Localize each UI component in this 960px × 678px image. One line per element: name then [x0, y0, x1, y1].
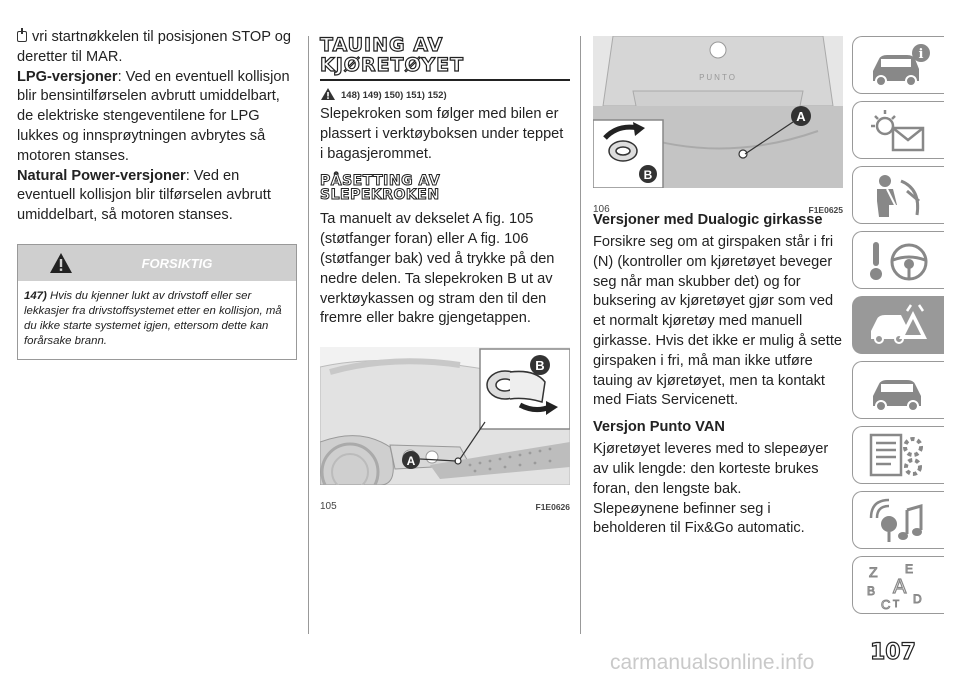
safety-icon — [867, 171, 931, 221]
warning-lights-icon — [867, 106, 931, 156]
front-bumper-illustration — [320, 347, 570, 485]
tab-multimedia[interactable] — [852, 491, 944, 549]
towhook-instructions: Ta manuelt av dekselet A fig. 105 (støtfanger foran) eller A fig. 106 (støtfanger bak) ved å trykke på den nedre delen. Ta slepekroken B ut av verktøykassen og stram den til den fremre eller bakre gjengetappen. — [320, 211, 555, 327]
chapter-tabs — [852, 36, 944, 621]
section-heading: TAUING AV KJØRETØYET — [320, 35, 570, 81]
tab-in-an-emergency[interactable] — [852, 296, 944, 354]
subsection-heading: PÅSETTING AV SLEPEKROKEN — [320, 173, 441, 204]
tab-vehicle-info[interactable] — [852, 36, 944, 94]
van-heading: Versjon Punto VAN — [593, 419, 725, 436]
svg-text:Z: Z — [869, 564, 878, 580]
van-text-2: Slepeøynene befinner seg i beholderen til Fix&Go automatic. — [593, 500, 805, 537]
lpg-paragraph: LPG-versjoner: Ved en eventuell kollisjon blir bensintilførselen avbrutt umiddelbart, de elektriske stengeventilene for LPG lukkes og innsprøytningen avbrytes så motoren stanses. — [17, 68, 290, 164]
warning-title: FORSIKTIG — [141, 255, 213, 271]
svg-text:B: B — [867, 584, 876, 598]
column-left — [17, 28, 297, 360]
index-icon — [867, 561, 931, 611]
tab-starting-driving[interactable] — [852, 231, 944, 289]
tab-warning-lights[interactable] — [852, 101, 944, 159]
svg-text:A: A — [796, 109, 806, 124]
natural-power-paragraph: Natural Power-versjoner: Ved en eventuell kollisjon blir tilførselen avbrutt umiddelbart, så motoren stanses. — [17, 167, 271, 224]
technical-data-icon — [867, 431, 931, 481]
svg-text:PUNTO: PUNTO — [699, 73, 737, 82]
svg-text:B: B — [535, 358, 545, 374]
rear-bumper-illustration — [593, 36, 843, 188]
warning-ref: 147) — [24, 289, 47, 302]
column-right — [593, 36, 843, 539]
svg-text:i: i — [918, 47, 924, 62]
column-divider — [580, 36, 581, 634]
lpg-label: LPG-versjoner — [17, 68, 118, 85]
watermark: carmanualsonline.info — [610, 651, 815, 674]
svg-text:E: E — [905, 562, 914, 576]
towhook-location-text: Slepekroken som følger med bilen er plassert i verktøyboksen under teppet i bagasjerommet. — [320, 106, 564, 162]
svg-text:B: B — [643, 168, 653, 182]
multimedia-icon — [867, 496, 931, 546]
tab-safety[interactable] — [852, 166, 944, 224]
car-info-icon — [867, 41, 931, 91]
steering-icon — [867, 236, 931, 286]
svg-text:T: T — [893, 599, 900, 610]
figure-106: PUNTO B A 106 F1E0625 — [593, 36, 843, 188]
page-number: 107 — [870, 640, 916, 665]
warning-header — [18, 245, 296, 281]
svg-text:D: D — [913, 592, 922, 606]
dualogic-heading: Versjoner med Dualogic girkasse — [593, 212, 823, 228]
tab-servicing[interactable] — [852, 361, 944, 419]
tab-technical-data[interactable] — [852, 426, 944, 484]
tab-index[interactable] — [852, 556, 944, 614]
warning-references: 148) 149) 150) 151) 152) — [320, 87, 570, 101]
step-icon — [17, 31, 27, 42]
emergency-icon — [867, 301, 931, 351]
van-text-1: Kjøretøyet leveres med to slepeøyer av ulik lengde: den korteste brukes foran, den lengste bak. — [593, 441, 829, 497]
warning-box — [17, 244, 297, 360]
dualogic-text: Forsikre seg om at girspaken står i fri (N) (kontroller om kjøretøyet beveger seg når man skubber det) og for buksering av kjøretøyet gjør som ved et normalt kjøretøy med manuell girkasse. Hvis det ikke er mulig å sette girspaken i fri, må man ikke utføre tauing av kjøretøyet, men ta kontakt med Fiats Servicenett. — [593, 234, 842, 409]
svg-text:A: A — [406, 454, 416, 469]
intro-step: vri startnøkkelen til posisjonen STOP og deretter til MAR. — [17, 29, 292, 65]
warning-triangle-icon — [320, 87, 336, 101]
svg-text:C: C — [881, 597, 891, 611]
maintenance-icon — [867, 366, 931, 416]
natural-power-label: Natural Power-versjoner — [17, 167, 186, 184]
svg-text:A: A — [893, 576, 907, 598]
warning-text: 147) Hvis du kjenner lukt av drivstoff eller ser lekkasjer fra drivstoffsystemet etter en kollisjon, må du ikke starte systemet igjen, ettersom dette kan forårsake brann. — [24, 289, 282, 347]
figure-105: B A 105 F1E0626 — [320, 347, 570, 485]
column-divider — [308, 36, 309, 634]
column-middle — [320, 30, 570, 513]
